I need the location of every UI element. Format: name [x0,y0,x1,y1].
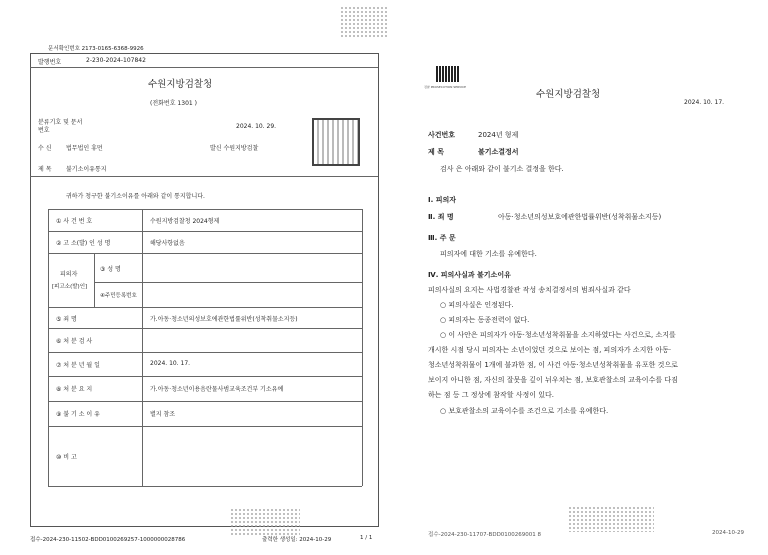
bullet-admitted: ○ 피의사실은 인정된다. [440,301,514,309]
row-value-disposal-date: 2024. 10. 17. [150,360,191,367]
bullet-condition: ○ 보호관찰소의 교육이수를 조건으로 기소를 유예한다. [440,407,609,415]
bullet-no-record: ○ 피의자는 동종전력이 없다. [440,316,530,324]
row-value-complainant: 해당사항없음 [150,240,185,247]
logo-caption: 검찰 PROSECUTION SERVICE [424,85,467,89]
section-charge-label: Ⅱ. 죄 명 [428,213,454,221]
row-label-prosecutor: ⑥ 처 분 검 사 [56,338,93,345]
bullet-reason-line-4: 보이지 아니한 점, 자신의 잘못을 깊이 뉘우치는 점, 보호관찰소의 교육이수를 다짐 [428,376,678,384]
right-date: 2024. 10. 17. [684,99,725,106]
prosecutor-line: 검사 은 아래와 같이 불기소 결정을 한다. [440,165,564,173]
official-seal [312,118,360,166]
right-office-title: 수원지방검찰청 [536,89,601,100]
intro-text: 귀하가 청구한 불기소이유를 아래와 같이 통지합니다. [66,193,205,200]
section-charge-value: 아동·청소년의성보호에관한법률위반(성착취물소지등) [498,213,662,221]
recipient: 법무법인 휴먼 [66,145,103,152]
footer-created: 출력한 생성일: 2024-10-29 [262,537,332,543]
recipient-label: 수 신 [38,145,52,152]
issue-date: 2024. 10. 29. [236,123,277,130]
subject: 불기소이유통지 [66,166,107,173]
class-label: 분류기호 및 문서번호 [38,119,83,134]
row-value-reason: 별지 참조 [150,411,176,418]
id-number-label: ④주민등록번호 [100,293,137,299]
bullet-reason-line-3: 청소년성착취물이 1개에 불과한 점, 이 사건 아동·청소년성착취물을 유포한 것으로 [428,361,678,369]
top-barcode-pattern [340,6,388,38]
name-label: ③ 성 명 [100,266,121,273]
issue-label: 발행번호 [38,59,62,66]
bullet-reason-line-2: 개시한 시점 당시 피의자는 소년이었던 것으로 보이는 점, 피의자가 소지한 아동· [428,346,672,354]
row-label-remarks: ⑩ 비 고 [56,454,77,461]
row-value-disposal-summary: 가.아동·청소년이용음란물사범교육조건부 기소유예 [150,386,284,393]
row-label-disposal-date: ⑦ 처 분 년 월 일 [56,362,100,369]
bullet-reason-line-1: ○ 이 사안은 피의자가 아동·청소년성착취물을 소지하였다는 사건으로, 소지를 [440,331,676,339]
bullet-reason-line-5: 하는 점 등 그 정상에 참작할 사정이 있다. [428,391,554,399]
row-label-disposal-summary: ⑧ 처 분 요 지 [56,386,93,393]
prosecution-logo [436,66,460,82]
subject-label: 제 목 [38,166,52,173]
office-title: 수원지방검찰청 [148,79,213,90]
footer-receipt: 접수-2024-230-11502-BDD0100269257-1000000028786 [30,537,186,543]
doc-confirm-number: 문서확인번호 2173-0165-6368-9926 [48,46,144,52]
section-order-text: 피의자에 대한 기소를 유예한다. [440,250,537,258]
sender: 발신 수원지방검찰 [210,145,259,152]
facts-intro: 피의사실의 요지는 사법경찰관 작성 송치결정서의 범죄사실과 같다 [428,286,631,294]
suspect-label: 피의자 [60,271,78,278]
section-suspect: Ⅰ. 피의자 [428,196,456,204]
row-label-reason: ⑨ 불 기 소 이 유 [56,411,100,418]
row-label-charge: ⑤ 죄 명 [56,316,77,323]
right-subject-value: 불기소결정서 [478,148,519,156]
right-footer-receipt: 접수-2024-230-11707-BDD0100269001 8 [428,532,542,538]
right-footer-date: 2024-10-29 [712,530,744,536]
issue-number: 2-230-2024-107842 [86,57,146,64]
bottom-barcode-pattern [230,508,300,536]
footer-page: 1 / 1 [360,535,373,541]
case-label: 사건번호 [428,131,456,139]
right-subject-label: 제 목 [428,148,444,156]
row-label-case: ① 사 건 번 호 [56,218,93,225]
case-value: 2024년 형제 [478,131,519,139]
phone-number: (전화번호 1301 ) [150,100,197,107]
row-value-charge: 가.아동·청소년의성보호에관한법률위반(성착취물소지등) [150,316,298,323]
section-facts: Ⅳ. 피의사실과 불기소이유 [428,271,511,279]
row-value-case: 수원지방검찰청 2024형제 [150,218,220,225]
row-label-complainant: ② 고 소(발) 인 성 명 [56,240,111,247]
section-order: Ⅲ. 주 문 [428,234,456,242]
right-bottom-pattern [568,506,654,532]
suspect-sub-label: [피고소(발)인] [52,284,88,290]
